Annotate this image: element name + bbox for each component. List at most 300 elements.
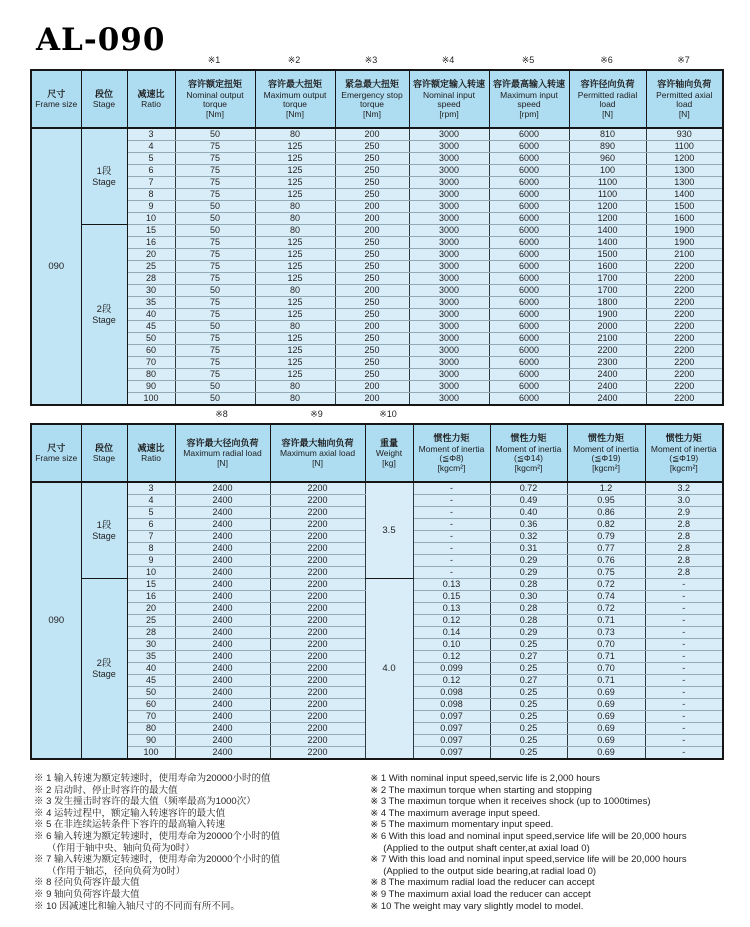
value-cell: 250 <box>335 177 409 189</box>
value-cell: 2400 <box>175 579 270 591</box>
value-cell: 2400 <box>175 482 270 495</box>
footnote-marker: ※5 <box>521 55 535 65</box>
value-cell: 125 <box>255 273 335 285</box>
value-cell: 6000 <box>489 237 569 249</box>
value-cell: 2200 <box>270 495 365 507</box>
value-cell: 3000 <box>409 225 489 237</box>
value-cell: - <box>413 567 490 579</box>
value-cell: 2200 <box>270 735 365 747</box>
value-cell: 0.098 <box>413 699 490 711</box>
ratio-cell: 9 <box>127 201 175 213</box>
column-header-en: Moment of inertia <box>418 443 485 454</box>
column-header-unit: [N] <box>602 108 613 119</box>
value-cell: 2200 <box>270 591 365 603</box>
value-cell: 200 <box>335 225 409 237</box>
ratio-cell: 30 <box>127 285 175 297</box>
footnote-marker: ※4 <box>441 55 455 65</box>
column-header-unit: [Nm] <box>363 108 381 119</box>
value-cell: 0.77 <box>567 543 645 555</box>
column-header-unit: [N] <box>312 457 323 468</box>
value-cell: 200 <box>335 201 409 213</box>
stage-cell <box>81 579 127 760</box>
value-cell: 0.25 <box>490 711 567 723</box>
ratio-cell: 15 <box>127 579 175 591</box>
stage-cell <box>81 482 127 579</box>
value-cell: 2400 <box>175 735 270 747</box>
value-cell: - <box>645 687 723 699</box>
value-cell: 6000 <box>489 309 569 321</box>
value-cell: 50 <box>175 381 255 393</box>
column-header-cn: 容许最大轴向负荷 <box>281 437 354 448</box>
table-row <box>31 153 723 165</box>
value-cell: 125 <box>255 357 335 369</box>
footnote-line: ※ 7 With this load and nominal input speed,service life will be 20,000 hours <box>370 854 687 866</box>
value-cell: 75 <box>175 369 255 381</box>
value-cell: 6000 <box>489 128 569 141</box>
column-header-unit: [rpm] <box>519 108 539 119</box>
table-row <box>31 165 723 177</box>
ratio-cell: 4 <box>127 495 175 507</box>
value-cell: 2200 <box>270 579 365 591</box>
table-row <box>31 393 723 406</box>
ratio-cell: 20 <box>127 249 175 261</box>
value-cell: 0.69 <box>567 735 645 747</box>
value-cell: 125 <box>255 153 335 165</box>
table-row <box>31 345 723 357</box>
value-cell: 0.28 <box>490 615 567 627</box>
value-cell: 0.86 <box>567 507 645 519</box>
value-cell: 0.70 <box>567 639 645 651</box>
value-cell: 0.12 <box>413 675 490 687</box>
value-cell: 1100 <box>646 141 723 153</box>
value-cell: 250 <box>335 273 409 285</box>
column-header-en: Maximum axial load <box>279 448 356 459</box>
value-cell: 1900 <box>646 237 723 249</box>
value-cell: 75 <box>175 261 255 273</box>
value-cell: 6000 <box>489 297 569 309</box>
value-cell: 2200 <box>270 699 365 711</box>
footnote-line: ※ 2 启动时、停止时容许的最大值 <box>34 784 178 796</box>
column-header-cn: 容许径向负荷 <box>580 79 635 89</box>
ratio-cell: 3 <box>127 482 175 495</box>
footnote-marker: ※3 <box>364 55 378 65</box>
table-row <box>31 285 723 297</box>
ratio-cell: 20 <box>127 603 175 615</box>
value-cell: 75 <box>175 357 255 369</box>
value-cell: 0.82 <box>567 519 645 531</box>
value-cell: 3000 <box>409 345 489 357</box>
value-cell: 0.75 <box>567 567 645 579</box>
value-cell: 250 <box>335 189 409 201</box>
value-cell: 250 <box>335 297 409 309</box>
footnote-line: ※ 9 轴向负荷容许最大值 <box>34 888 140 900</box>
value-cell: 930 <box>646 128 723 141</box>
value-cell: 200 <box>335 128 409 141</box>
value-cell: 80 <box>255 225 335 237</box>
footnote-line: ※ 4 The maximum average input speed. <box>370 807 541 819</box>
ratio-cell: 28 <box>127 273 175 285</box>
column-header-shaft-dia: (≦Φ14) <box>513 453 544 463</box>
value-cell: 2.8 <box>645 543 723 555</box>
value-cell: 2400 <box>175 627 270 639</box>
value-cell: 6000 <box>489 261 569 273</box>
ratio-cell: 9 <box>127 555 175 567</box>
value-cell: 2400 <box>175 675 270 687</box>
ratio-cell: 45 <box>127 321 175 333</box>
value-cell: - <box>645 615 723 627</box>
value-cell: 2200 <box>646 333 723 345</box>
column-header-en: Weight <box>375 448 403 459</box>
value-cell: 0.69 <box>567 711 645 723</box>
column-header-unit: [rpm] <box>439 108 459 119</box>
ratio-cell: 6 <box>127 519 175 531</box>
value-cell: 2200 <box>270 747 365 760</box>
column-header <box>270 424 365 482</box>
marker-row <box>30 408 722 423</box>
table-row <box>31 237 723 249</box>
ratio-cell: 16 <box>127 237 175 249</box>
stage-label-cn: 2段 <box>96 657 112 669</box>
value-cell: 6000 <box>489 177 569 189</box>
value-cell: 0.72 <box>490 482 567 495</box>
value-cell: 1200 <box>569 201 646 213</box>
column-header-unit: [N] <box>217 457 228 468</box>
value-cell: 3000 <box>409 381 489 393</box>
table-row <box>31 189 723 201</box>
footnote-line: ※ 3 发生撞击时容许的最大值（频率最高为1000次） <box>34 796 256 808</box>
value-cell: - <box>645 663 723 675</box>
column-header <box>127 70 175 128</box>
value-cell: 2400 <box>175 663 270 675</box>
value-cell: 2200 <box>270 543 365 555</box>
table-row <box>31 225 723 237</box>
column-header <box>645 424 723 482</box>
value-cell: - <box>645 603 723 615</box>
marker-spacer <box>644 408 722 423</box>
value-cell: 125 <box>255 189 335 201</box>
column-header-unit: [Nm] <box>286 108 304 119</box>
value-cell: 0.12 <box>413 651 490 663</box>
ratio-cell: 80 <box>127 723 175 735</box>
marker-spacer <box>489 408 566 423</box>
value-cell: 50 <box>175 213 255 225</box>
column-header <box>127 424 175 482</box>
value-cell: 2400 <box>175 711 270 723</box>
value-cell: 2200 <box>646 285 723 297</box>
ratio-cell: 10 <box>127 567 175 579</box>
value-cell: 2400 <box>175 603 270 615</box>
ratio-cell: 70 <box>127 357 175 369</box>
value-cell: - <box>645 699 723 711</box>
value-cell: 0.69 <box>567 699 645 711</box>
value-cell: 2200 <box>270 687 365 699</box>
ratio-cell: 7 <box>127 531 175 543</box>
value-cell: - <box>413 555 490 567</box>
table-row <box>31 482 723 495</box>
table-row <box>31 141 723 153</box>
value-cell: 2400 <box>175 555 270 567</box>
stage-label-en: Stage <box>92 668 116 679</box>
value-cell: - <box>413 495 490 507</box>
value-cell: 125 <box>255 309 335 321</box>
value-cell: - <box>645 579 723 591</box>
footnote-line: ※ 5 在非连续运转条件下容许的最高输入转速 <box>34 819 226 831</box>
value-cell: 2200 <box>270 603 365 615</box>
stage-label-cn: 1段 <box>96 519 112 531</box>
value-cell: 0.099 <box>413 663 490 675</box>
column-header-cn: 重量 <box>379 437 398 448</box>
value-cell: 6000 <box>489 321 569 333</box>
value-cell: 2200 <box>646 321 723 333</box>
value-cell: 3000 <box>409 177 489 189</box>
value-cell: - <box>645 627 723 639</box>
ratio-cell: 100 <box>127 747 175 760</box>
value-cell: 0.28 <box>490 579 567 591</box>
value-cell: 1100 <box>569 189 646 201</box>
column-header-cn: 惯性力矩 <box>510 433 547 443</box>
value-cell: 2400 <box>175 531 270 543</box>
column-header-cn: 尺寸 <box>47 442 66 453</box>
value-cell: 2200 <box>270 627 365 639</box>
value-cell: 3.2 <box>645 482 723 495</box>
value-cell: 250 <box>335 237 409 249</box>
value-cell: 0.72 <box>567 603 645 615</box>
value-cell: 2200 <box>646 297 723 309</box>
value-cell: - <box>645 675 723 687</box>
value-cell: 6000 <box>489 285 569 297</box>
page-title: AL-090 <box>36 22 166 58</box>
footnote-line: ※ 10 The weight may vary slightly model to model. <box>370 900 584 912</box>
load-inertia-table-section <box>30 408 722 760</box>
stage-label-cn: 2段 <box>96 303 112 315</box>
value-cell: 6000 <box>489 189 569 201</box>
value-cell: 2200 <box>646 357 723 369</box>
value-cell: 75 <box>175 165 255 177</box>
value-cell: 0.95 <box>567 495 645 507</box>
column-header-en: Permitted radial load <box>577 89 638 109</box>
column-header <box>413 424 490 482</box>
value-cell: 0.12 <box>413 615 490 627</box>
value-cell: 2400 <box>569 393 646 406</box>
value-cell: 0.097 <box>413 711 490 723</box>
ratio-cell: 25 <box>127 615 175 627</box>
column-header <box>81 70 127 128</box>
column-header-cn: 容许最大径向负荷 <box>186 437 259 448</box>
ratio-cell: 5 <box>127 153 175 165</box>
value-cell: 2400 <box>175 567 270 579</box>
value-cell: 2200 <box>270 675 365 687</box>
table2-marker-row <box>30 408 722 423</box>
column-header-cn: 容许额定扭矩 <box>187 79 242 89</box>
footnote-line: ※ 3 The maximun torque when it receives shock (up to 1000times) <box>370 796 651 808</box>
value-cell: 6000 <box>489 357 569 369</box>
table-row <box>31 321 723 333</box>
value-cell: 0.49 <box>490 495 567 507</box>
ratio-cell: 3 <box>127 128 175 141</box>
ratio-cell: 28 <box>127 627 175 639</box>
footnote-marker: ※8 <box>215 409 228 419</box>
value-cell: 3000 <box>409 369 489 381</box>
torque-speed-table-section <box>30 54 722 406</box>
value-cell: 0.15 <box>413 591 490 603</box>
value-cell: 80 <box>255 285 335 297</box>
value-cell: - <box>413 507 490 519</box>
value-cell: 0.25 <box>490 687 567 699</box>
footnote-line: ※ 1 With nominal input speed,servic life is 2,000 hours <box>370 773 600 784</box>
value-cell: 6000 <box>489 381 569 393</box>
value-cell: 3000 <box>409 189 489 201</box>
column-header-cn: 惯性力矩 <box>587 433 624 443</box>
ratio-cell: 90 <box>127 381 175 393</box>
value-cell: 50 <box>175 128 255 141</box>
ratio-cell: 15 <box>127 225 175 237</box>
value-cell: 0.32 <box>490 531 567 543</box>
value-cell: 2400 <box>175 507 270 519</box>
footnote-marker: ※7 <box>677 55 690 65</box>
value-cell: 1900 <box>646 225 723 237</box>
table-row <box>31 357 723 369</box>
column-header <box>567 424 645 482</box>
footnote-marker: ※9 <box>310 409 323 419</box>
value-cell: 2.9 <box>645 507 723 519</box>
value-cell: 0.30 <box>490 591 567 603</box>
value-cell: 250 <box>335 369 409 381</box>
footnote-continuation: （作用于轴中央、轴向负荷为0时） <box>47 842 195 854</box>
column-header-cn: 容许最大扭矩 <box>267 79 322 89</box>
column-header-unit: [kgcm²] <box>669 462 698 473</box>
table-row <box>31 333 723 345</box>
value-cell: 0.25 <box>490 747 567 760</box>
ratio-cell: 50 <box>127 333 175 345</box>
value-cell: 810 <box>569 128 646 141</box>
value-cell: 3000 <box>409 213 489 225</box>
value-cell: 0.13 <box>413 579 490 591</box>
value-cell: 125 <box>255 237 335 249</box>
footnote-line: ※ 4 运转过程中，额定输入转速容许的最大值 <box>34 807 226 819</box>
value-cell: 2200 <box>270 711 365 723</box>
value-cell: - <box>645 711 723 723</box>
column-header-unit: [kgcm²] <box>592 462 620 473</box>
value-cell: 3000 <box>409 249 489 261</box>
value-cell: 2000 <box>569 321 646 333</box>
stage-cell <box>81 225 127 406</box>
table-row <box>31 579 723 591</box>
value-cell: 6000 <box>489 333 569 345</box>
column-header <box>569 70 646 128</box>
value-cell: 50 <box>175 201 255 213</box>
value-cell: 125 <box>255 345 335 357</box>
frame-size-cell: 090 <box>31 128 81 405</box>
value-cell: 3.0 <box>645 495 723 507</box>
value-cell: 200 <box>335 321 409 333</box>
footnote-line: ※ 6 输入转速为额定转速时，使用寿命为20000个小时的值 <box>34 830 280 842</box>
value-cell: 0.097 <box>413 723 490 735</box>
value-cell: 75 <box>175 345 255 357</box>
value-cell: 80 <box>255 201 335 213</box>
column-header-en: Ratio <box>141 99 161 109</box>
value-cell: 0.36 <box>490 519 567 531</box>
value-cell: 2200 <box>270 519 365 531</box>
value-cell: 200 <box>335 381 409 393</box>
value-cell: 0.27 <box>490 651 567 663</box>
table-row <box>31 128 723 141</box>
value-cell: 2400 <box>569 369 646 381</box>
footnote-line: ※ 6 With this load and nominal input speed,service life will be 20,000 hours <box>370 830 687 842</box>
value-cell: 0.71 <box>567 651 645 663</box>
value-cell: 2200 <box>646 309 723 321</box>
ratio-cell: 90 <box>127 735 175 747</box>
column-header-cn: 惯性力矩 <box>665 433 702 443</box>
value-cell: 1500 <box>569 249 646 261</box>
value-cell: 3000 <box>409 297 489 309</box>
value-cell: - <box>645 651 723 663</box>
value-cell: 1900 <box>569 309 646 321</box>
value-cell: 3000 <box>409 309 489 321</box>
footnote-line: ※ 1 输入转速为额定转速时，使用寿命为20000小时的值 <box>34 773 271 784</box>
value-cell: 2400 <box>175 519 270 531</box>
value-cell: - <box>645 723 723 735</box>
value-cell: 2.8 <box>645 555 723 567</box>
value-cell: 0.28 <box>490 603 567 615</box>
value-cell: 0.29 <box>490 567 567 579</box>
table-row <box>31 309 723 321</box>
ratio-cell: 10 <box>127 213 175 225</box>
value-cell: 0.69 <box>567 723 645 735</box>
value-cell: 3000 <box>409 237 489 249</box>
value-cell: 1700 <box>569 273 646 285</box>
marker-spacer <box>80 408 126 423</box>
marker-spacer <box>566 408 644 423</box>
value-cell: 1300 <box>646 165 723 177</box>
column-header <box>31 424 81 482</box>
value-cell: - <box>413 543 490 555</box>
value-cell: 2200 <box>270 639 365 651</box>
value-cell: 6000 <box>489 165 569 177</box>
footnote-continuation: (Applied to the output side bearing,at radial load 0) <box>383 865 597 877</box>
value-cell: 6000 <box>489 141 569 153</box>
ratio-cell: 50 <box>127 687 175 699</box>
column-header-en: Ratio <box>141 453 161 463</box>
column-header-unit: [kgcm²] <box>437 462 466 473</box>
value-cell: 3000 <box>409 333 489 345</box>
column-header <box>489 70 569 128</box>
value-cell: 75 <box>175 141 255 153</box>
table-row <box>31 213 723 225</box>
value-cell: 2300 <box>569 357 646 369</box>
value-cell: 75 <box>175 189 255 201</box>
footnote-marker: ※1 <box>207 55 221 65</box>
value-cell: 3000 <box>409 165 489 177</box>
header-row <box>31 424 723 482</box>
value-cell: 50 <box>175 285 255 297</box>
load-inertia-table <box>30 423 724 760</box>
value-cell: 1700 <box>569 285 646 297</box>
value-cell: 0.71 <box>567 675 645 687</box>
table-row <box>31 201 723 213</box>
ratio-cell: 30 <box>127 639 175 651</box>
footnotes-english <box>364 773 722 912</box>
value-cell: 3000 <box>409 357 489 369</box>
value-cell: 0.097 <box>413 747 490 760</box>
footnote-line: ※ 7 输入转速为额定转速时，使用寿命为20000个小时的值 <box>34 854 280 866</box>
value-cell: - <box>645 639 723 651</box>
value-cell: 2200 <box>569 345 646 357</box>
value-cell: 0.69 <box>567 747 645 760</box>
value-cell: 1100 <box>569 177 646 189</box>
stage-label-en: Stage <box>92 530 116 541</box>
value-cell: 0.76 <box>567 555 645 567</box>
column-header-en: Moment of inertia <box>573 443 639 454</box>
